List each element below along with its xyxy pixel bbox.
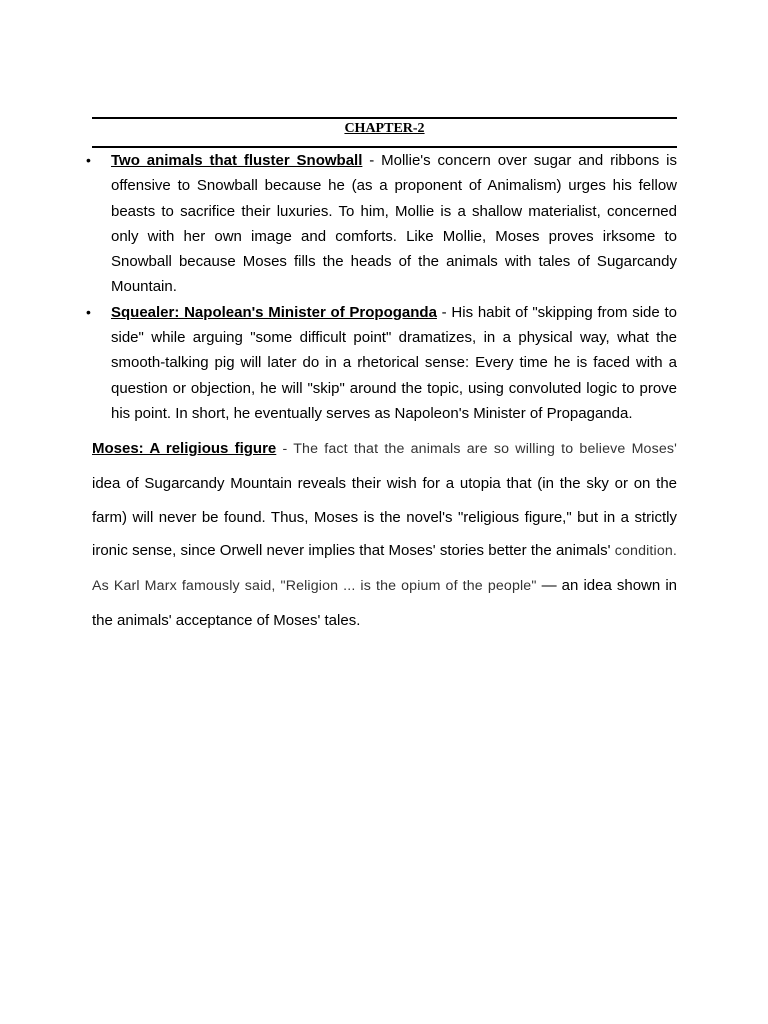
marx-quote: condition. As Karl Marx famously said, "Religion ... is the opium of the people": [92, 543, 677, 595]
bullet-text: - His habit of "skipping from side to side" while arguing "some difficult point" dramatizes, in a physical way, what the smooth-talking pig will later do in a rhetorical sense: Every time he is faced with a question or objection, he will "skip" around the topic, using convoluted logic to prove his point. In short, he eventually serves as Napoleon's Minister of Propaganda.: [111, 303, 677, 422]
bullet-term: Squealer: Napolean's Minister of Propoganda: [111, 303, 437, 321]
bullet-text: - Mollie's concern over sugar and ribbons is offensive to Snowball because he (as a proponent of Animalism) urges his fellow beasts to sacrifice their luxuries. To him, Mollie is a shallow materialist, concerned only with her own image and comforts. Like Mollie, Moses proves irksome to Snowball because Moses fills the heads of the animals with tales of Sugarcandy Mountain.: [111, 152, 677, 296]
paragraph-ending: — an idea shown in the animals' acceptance of Moses' tales.: [92, 577, 677, 629]
top-rule: [92, 117, 677, 119]
moses-paragraph: [92, 432, 677, 638]
paragraph-lead: - The fact that the animals are so willing to believe Moses': [276, 441, 677, 457]
list-item: [86, 300, 677, 426]
paragraph-text: idea of Sugarcandy Mountain reveals their wish for a utopia that (in the sky or on the farm) will never be found. Thus, Moses is the novel's "religious figure," but in a strictly ironic sense, since Orwell never implies that Moses' stories better the animals': [92, 474, 677, 560]
list-item: [86, 148, 677, 300]
bullet-icon: •: [86, 152, 91, 168]
bullet-icon: •: [86, 303, 91, 320]
bullet-term: Two animals that fluster Snowball: [111, 152, 363, 169]
bullet-list: [86, 148, 677, 426]
chapter-heading: CHAPTER-2: [344, 121, 425, 136]
paragraph-term: Moses: A religious figure: [92, 440, 277, 457]
